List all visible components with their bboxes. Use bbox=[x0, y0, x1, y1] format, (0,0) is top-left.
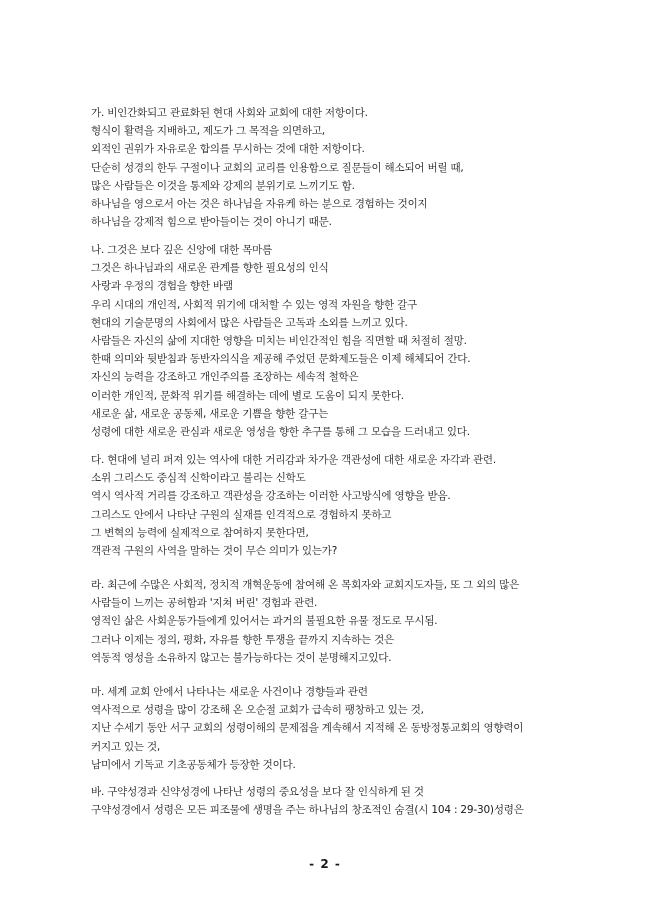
text-line: 그 변혁의 능력에 실제적으로 참여하지 못한다면, bbox=[91, 526, 309, 539]
text-line: 구약성경에서 성령은 모든 피조물에 생명을 주는 하나님의 창조적인 숨결(시 104 : 29-30)성령은 bbox=[91, 804, 524, 817]
text-line: 바. 구약성경과 신약성경에 나타난 성령의 중요성을 보다 잘 인식하게 된 것 bbox=[91, 786, 424, 798]
text-line: 남미에서 기독교 기초공동체가 등장한 것이다. bbox=[91, 758, 296, 771]
text-line: 다. 현대에 널리 퍼져 있는 역사에 대한 거리감과 차가운 객관성에 대한 새로운 자각과 관련. bbox=[91, 454, 497, 466]
text-line: 성령에 대한 새로운 관심과 새로운 영성을 향한 추구를 통해 그 모습을 드러내고 있다. bbox=[91, 426, 470, 439]
text-line: 사람들은 자신의 삶에 지대한 영향을 미치는 비인간적인 힘을 직면할 때 처절히 절망. bbox=[91, 335, 467, 348]
section-na bbox=[91, 241, 571, 441]
text-line: 역시 역사적 거리를 강조하고 객관성을 강조하는 이러한 사고방식에 영향을 받음. bbox=[91, 490, 451, 503]
text-line: 나. 그것은 보다 깊은 신앙에 대한 목마름 bbox=[91, 244, 273, 256]
text-line: 단순히 성경의 한두 구절이나 교회의 교리를 인용함으로 질문들이 해소되어 버릴 때, bbox=[91, 161, 464, 174]
text-line: 영적인 삶은 사회운동가들에게 있어서는 과거의 불필요한 유물 정도로 무시됨. bbox=[91, 615, 438, 628]
text-line: 소위 그리스도 중심적 신학이라고 불리는 신학도 bbox=[91, 472, 306, 485]
section-ma bbox=[91, 683, 571, 774]
text-line: 하나님을 영으로서 아는 것은 하나님을 자유케 하는 분으로 경험하는 것이지 bbox=[91, 198, 428, 211]
text-line: 하나님을 강제적 힘으로 받아들이는 것이 아니기 때문. bbox=[91, 216, 332, 229]
text-line: 많은 사람들은 이것을 통제와 강제의 분위기로 느끼기도 함. bbox=[91, 179, 355, 192]
text-line: 가. 비인간화되고 관료화된 현대 사회와 교회에 대한 저항이다. bbox=[91, 107, 368, 119]
text-line: 그러나 이제는 정의, 평화, 자유를 향한 투쟁을 끝까지 지속하는 것은 bbox=[91, 633, 394, 646]
section-ba bbox=[91, 783, 571, 819]
text-line: 객관적 구원의 사역을 말하는 것이 무슨 의미가 있는가? bbox=[91, 545, 338, 558]
page-number: - 2 - bbox=[309, 857, 341, 871]
text-line: 사랑과 우정의 경험을 향한 바램 bbox=[91, 280, 233, 293]
section-da bbox=[91, 451, 571, 560]
text-line: 이러한 개인적, 문화적 위기를 해결하는 데에 별로 도움이 되지 못한다. bbox=[91, 389, 404, 402]
text-line: 한때 의미와 뒷받침과 동반자의식을 제공해 주었던 문화제도들은 이제 해체되어 간다. bbox=[91, 353, 471, 366]
text-line: 그리스도 안에서 나타난 구원의 실재를 인격적으로 경험하지 못하고 bbox=[91, 508, 392, 521]
text-line: 마. 세계 교회 안에서 나타나는 새로운 사건이나 경향들과 관련 bbox=[91, 686, 368, 698]
text-line: 외적인 권위가 자유로운 합의를 무시하는 것에 대한 저항이다. bbox=[91, 143, 365, 156]
text-line: 새로운 삶, 새로운 공동체, 새로운 기쁨을 향한 갈구는 bbox=[91, 407, 329, 420]
text-line: 역사적으로 성령을 많이 강조해 온 오순절 교회가 급속히 팽창하고 있는 것, bbox=[91, 704, 424, 717]
text-line: 현대의 기술문명의 사회에서 많은 사람들은 고독과 소외를 느끼고 있다. bbox=[91, 316, 408, 329]
text-line: 그것은 하나님과의 새로운 관계를 향한 필요성의 인식 bbox=[91, 262, 329, 275]
text-line: 지난 수세기 동안 서구 교회의 성령이해의 문제점을 계속해서 지적해 온 동방정통교회의 영향력이 bbox=[91, 722, 524, 735]
section-ga bbox=[91, 104, 571, 231]
section-ra bbox=[91, 576, 571, 667]
text-line: 사람들이 느끼는 공허함과 '지쳐 버린' 경험과 관련. bbox=[91, 597, 318, 610]
text-line: 역동적 영성을 소유하지 않고는 불가능하다는 것이 분명해지고있다. bbox=[91, 651, 392, 664]
text-line: 커지고 있는 것, bbox=[91, 740, 161, 753]
text-line: 형식이 활력을 지배하고, 제도가 그 목적을 의면하고, bbox=[91, 125, 325, 138]
text-line: 우리 시대의 개인적, 사회적 위기에 대처할 수 있는 영적 자원을 향한 갈구 bbox=[91, 298, 417, 311]
text-line: 라. 최근에 수많은 사회적, 정치적 개혁운동에 참여해 온 목회자와 교회지도자들, 또 그 외의 많은 bbox=[91, 579, 520, 591]
text-line: 자신의 능력을 강조하고 개인주의를 조장하는 세속적 철학은 bbox=[91, 371, 359, 384]
